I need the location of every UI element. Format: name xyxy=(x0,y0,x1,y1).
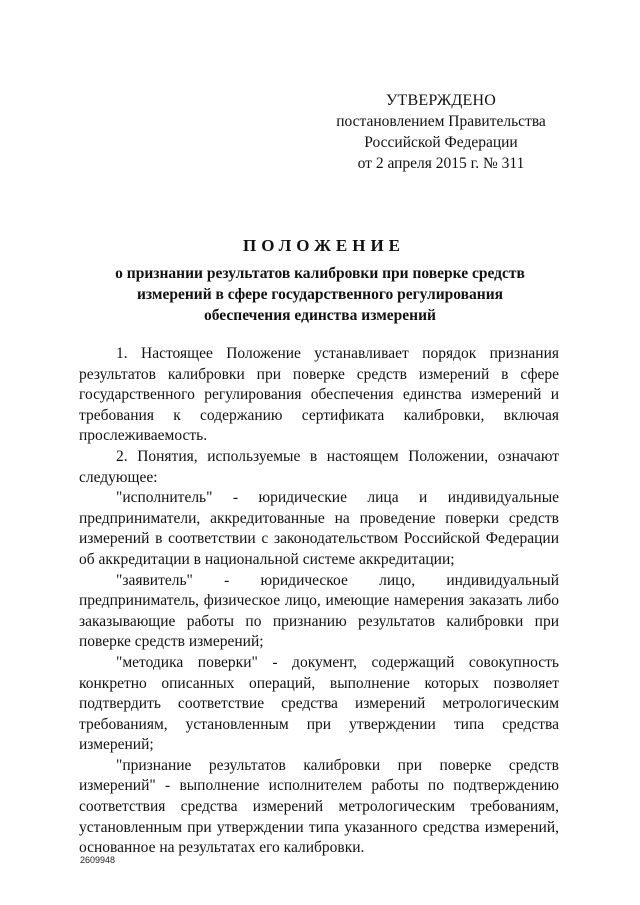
definition-executor: "исполнитель" - юридические лица и индивидуальные предприниматели, аккредитованные на проведение поверки средств измерений в соответствии с законодательством Российской Федерации об аккредитации в национальной системе аккредитации; xyxy=(79,489,559,568)
document-body xyxy=(79,344,559,859)
paragraph-1: 1. Настоящее Положение устанавливает порядок признания результатов калибровки при поверке средств измерений в сфере государственного регулирования обеспечения единства измерений и требования к содержанию сертификата калибровки, включая прослеживаемость. xyxy=(79,345,559,445)
definition-verification-method: "методика поверки" - документ, содержащий совокупность конкретно описанных операций, выполнение которых позволяет подтвердить соответствие средства измерений метрологическим требованиям, установленным при утверждении типа средства измерений; xyxy=(79,653,559,754)
subtitle-line: о признании результатов калибровки при поверке средств xyxy=(115,265,525,282)
document-code: 2609948 xyxy=(80,855,116,865)
document-subtitle xyxy=(100,263,540,326)
approval-block xyxy=(330,90,552,174)
subtitle-line: обеспечения единства измерений xyxy=(204,307,436,324)
document-title: ПОЛОЖЕНИЕ xyxy=(243,236,405,255)
approval-title: УТВЕРЖДЕНО xyxy=(385,92,496,109)
paragraph-2: 2. Понятия, используемые в настоящем Положении, означают следующее: xyxy=(79,447,559,486)
definition-applicant: "заявитель" - юридическое лицо, индивидуальный предприниматель, физическое лицо, имеющие намерения заказать либо заказывающие работы по признанию результатов калибровки при поверке средств измерений; xyxy=(79,571,559,651)
approval-line-3: от 2 апреля 2015 г. № 311 xyxy=(357,155,525,172)
approval-line-2: Российской Федерации xyxy=(364,134,518,151)
approval-line-1: постановлением Правительства xyxy=(336,113,546,130)
definition-recognition: "признание результатов калибровки при поверке средств измерений" - выполнение исполнителем работы по подтверждению соответствия средства измерений метрологическим требованиям, установленным при утверждении типа указанного средства измерений, основанное на результатах его калибровки. xyxy=(79,756,559,857)
subtitle-line: измерений в сфере государственного регулирования xyxy=(136,286,504,303)
